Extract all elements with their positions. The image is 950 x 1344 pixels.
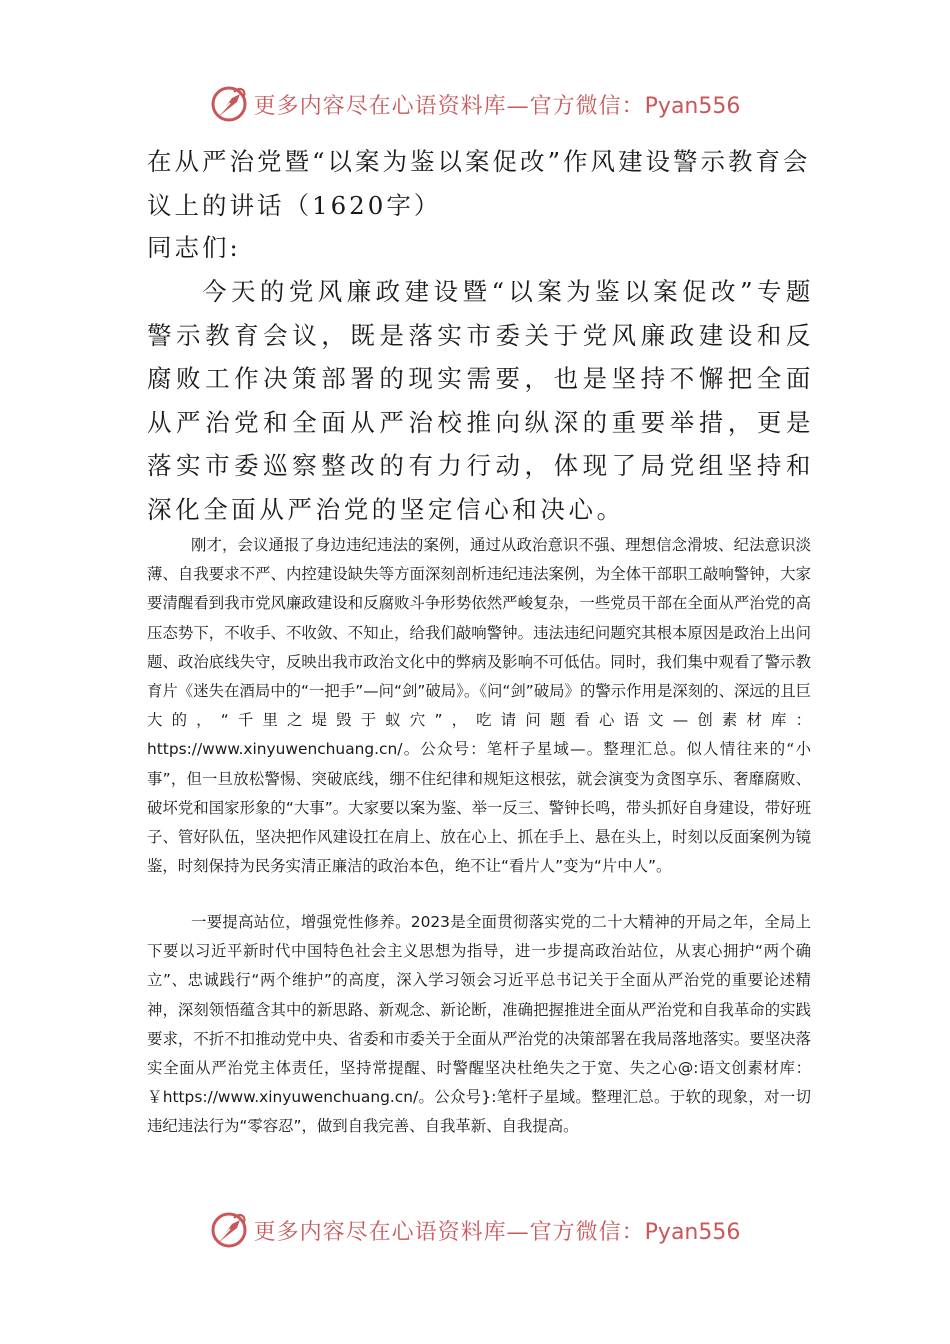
body-paragraph-1: 刚才，会议通报了身边违纪违法的案例，通过从政治意识不强、理想信念滑坡、纪法意识淡薄、自我要求不严、内控建设缺失等方面深刻剖析违纪违法案例，为全体干部职工敲响警钟，大家要清醒看到我市党风廉政建设和反腐败斗争形势依然严峻复杂，一些党员干部在全面从严治党的高压态势下，不收手、不收敛、不知止，给我们敲响警钟。违法违纪问题究其根本原因是政治上出问题、政治底线失守，反映出我市政治文化中的弊病及影响不可低估。同时，我们集中观看了警示教育片《迷失在酒局中的“一把手”—问“剑”破局》。《问“剑”破局》的警示作用是深刻的、深远的且巨大的，“千里之堤毁于蚁穴”，吃请问题看心语文—创素材库：https://www.xinyuwenchuang.cn/。公众号：笔杆子星域—。整理汇总。似人情往来的“小事”，但一旦放松警惕、突破底线，绷不住纪律和规矩这根弦，就会演变为贪图享乐、奢靡腐败、破坏党和国家形象的“大事”。大家要以案为鉴、举一反三、警钟长鸣，带头抓好自身建设，带好班子、管好队伍，坚决把作风建设扛在肩上、放在心上、抓在手上、悬在头上，时刻以反面案例为镜鉴，时刻保持为民务实清正廉洁的政治本色，绝不让“看片人”变为“片中人”。 — [147, 536, 811, 876]
header-banner — [0, 82, 950, 126]
pen-nib-logo-icon — [210, 84, 250, 124]
body-paragraph-2: 一要提高站位，增强党性修养。2023是全面贯彻落实党的二十大精神的开局之年，全局上下要以习近平新时代中国特色社会主义思想为指导，进一步提高政治站位，从衷心拥护“两个确立”、忠诚践行“两个维护”的高度，深入学习领会习近平总书记关于全面从严治党的重要论述精神，深刻领悟蕴含其中的新思路、新观念、新论断，准确把握推进全面从严治党和自我革命的实践要求，不折不扣推动党中央、省委和市委关于全面从严治党的决策部署在我局落地落实。要坚决落实全面从严治党主体责任，坚持常提醒、时警醒坚决杜绝失之于宽、失之心@:语文创素材库：￥https://www.xinyuwenchuang.cn/。公众号}:笔杆子星域。整理汇总。于软的现象，对一切违纪违法行为“零容忍”，做到自我完善、自我革新、自我提高。 — [147, 913, 811, 1136]
document-title: 在从严治党暨“以案为鉴以案促改”作风建设警示教育会议上的讲话（1620字） — [147, 147, 811, 220]
intro-paragraph: 今天的党风廉政建设暨“以案为鉴以案促改”专题警示教育会议，既是落实市委关于党风廉政建设和反腐败工作决策部署的现实需要，也是坚持不懈把全面从严治党和全面从严治校推向纵深的重要举措，更是落实市委巡察整改的有力行动，体现了局党组坚持和深化全面从严治党的坚定信心和决心。 — [147, 277, 814, 524]
footer-banner — [0, 1208, 950, 1252]
footer-wechat-id: Pyan556 — [644, 1219, 741, 1245]
header-wechat-id: Pyan556 — [644, 93, 741, 119]
footer-banner-text: 更多内容尽在心语资料库—官方微信：Pyan556 — [253, 1219, 741, 1245]
header-banner-text: 更多内容尽在心语资料库—官方微信：Pyan556 — [253, 93, 741, 119]
pen-nib-logo-icon — [210, 1210, 250, 1250]
greeting: 同志们: — [147, 233, 241, 262]
